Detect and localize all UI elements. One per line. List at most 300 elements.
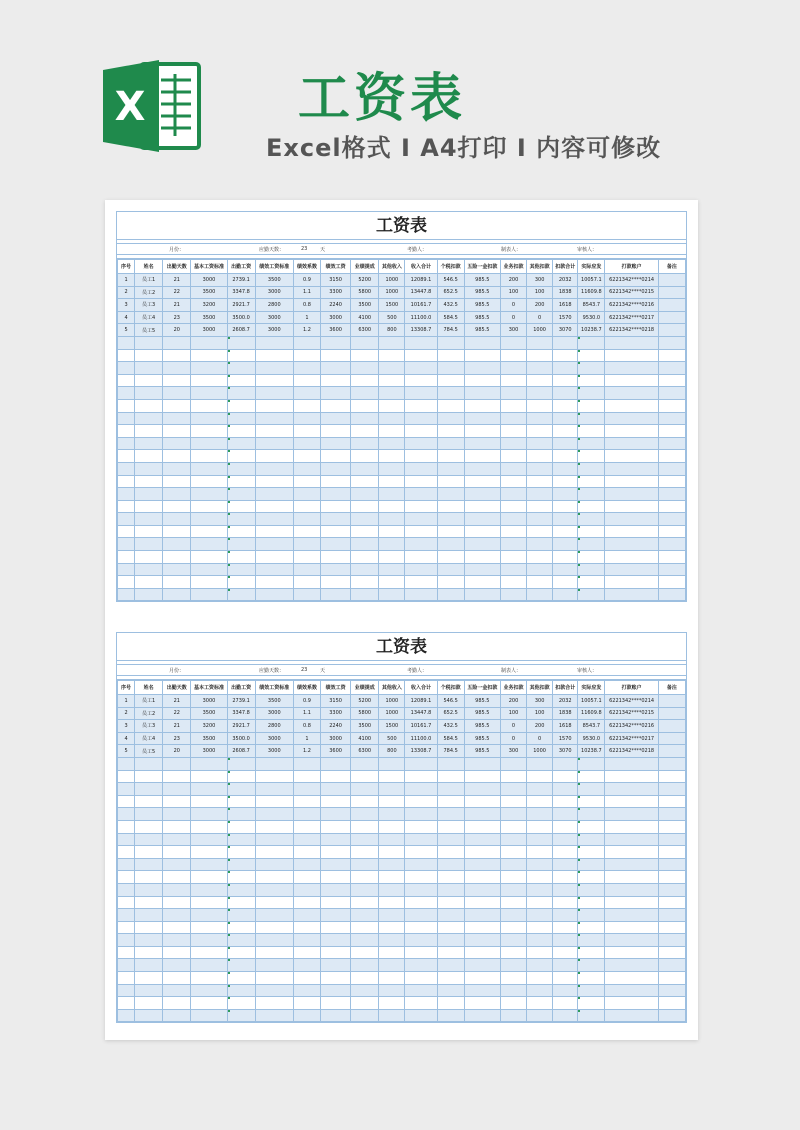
empty-cell[interactable] — [191, 475, 227, 488]
table-cell[interactable]: 3000 — [321, 311, 351, 324]
empty-cell[interactable] — [464, 883, 500, 896]
empty-cell[interactable] — [255, 820, 293, 833]
empty-cell[interactable] — [118, 513, 135, 526]
empty-cell[interactable] — [500, 795, 526, 808]
empty-cell[interactable] — [321, 412, 351, 425]
empty-cell[interactable] — [135, 450, 163, 463]
table-cell[interactable]: 200 — [500, 274, 526, 287]
empty-cell[interactable] — [118, 909, 135, 922]
empty-cell[interactable] — [527, 362, 553, 375]
empty-cell[interactable] — [605, 336, 658, 349]
empty-cell[interactable] — [118, 757, 135, 770]
empty-cell[interactable] — [437, 387, 464, 400]
table-cell[interactable]: 784.5 — [437, 324, 464, 337]
empty-cell[interactable] — [191, 997, 227, 1010]
empty-cell[interactable] — [500, 896, 526, 909]
empty-cell[interactable] — [464, 946, 500, 959]
empty-cell[interactable] — [578, 921, 605, 934]
empty-cell[interactable] — [118, 997, 135, 1010]
empty-cell[interactable] — [553, 808, 578, 821]
table-cell[interactable]: 985.5 — [464, 311, 500, 324]
table-cell[interactable]: 5800 — [351, 707, 379, 720]
table-cell[interactable] — [658, 695, 685, 708]
table-cell[interactable]: 3000 — [255, 745, 293, 758]
empty-cell[interactable] — [553, 795, 578, 808]
table-cell[interactable]: 5800 — [351, 286, 379, 299]
empty-cell[interactable] — [255, 833, 293, 846]
empty-cell[interactable] — [658, 425, 685, 438]
empty-cell[interactable] — [321, 500, 351, 513]
empty-cell[interactable] — [578, 770, 605, 783]
empty-cell[interactable] — [379, 997, 405, 1010]
empty-cell[interactable] — [578, 412, 605, 425]
empty-cell[interactable] — [321, 984, 351, 997]
table-cell[interactable]: 985.5 — [464, 274, 500, 287]
empty-cell[interactable] — [437, 1009, 464, 1022]
table-cell[interactable]: 1570 — [553, 732, 578, 745]
empty-cell[interactable] — [118, 475, 135, 488]
empty-cell[interactable] — [163, 538, 191, 551]
empty-cell[interactable] — [379, 336, 405, 349]
empty-cell[interactable] — [405, 846, 437, 859]
empty-cell[interactable] — [135, 513, 163, 526]
empty-cell[interactable] — [379, 412, 405, 425]
empty-cell[interactable] — [118, 362, 135, 375]
empty-cell[interactable] — [464, 846, 500, 859]
empty-cell[interactable] — [163, 412, 191, 425]
empty-cell[interactable] — [379, 450, 405, 463]
empty-cell[interactable] — [500, 808, 526, 821]
empty-cell[interactable] — [351, 551, 379, 564]
table-cell[interactable]: 2739.1 — [227, 695, 255, 708]
empty-cell[interactable] — [379, 488, 405, 501]
empty-cell[interactable] — [500, 437, 526, 450]
empty-cell[interactable] — [255, 808, 293, 821]
empty-cell[interactable] — [437, 946, 464, 959]
table-cell[interactable]: 8543.7 — [578, 720, 605, 733]
empty-cell[interactable] — [605, 871, 658, 884]
empty-cell[interactable] — [255, 959, 293, 972]
empty-cell[interactable] — [118, 959, 135, 972]
empty-cell[interactable] — [553, 846, 578, 859]
empty-cell[interactable] — [405, 500, 437, 513]
empty-cell[interactable] — [527, 475, 553, 488]
empty-cell[interactable] — [135, 437, 163, 450]
table-cell[interactable]: 21 — [163, 274, 191, 287]
empty-cell[interactable] — [553, 563, 578, 576]
empty-cell[interactable] — [163, 871, 191, 884]
empty-cell[interactable] — [500, 399, 526, 412]
empty-cell[interactable] — [379, 500, 405, 513]
empty-cell[interactable] — [553, 437, 578, 450]
empty-cell[interactable] — [135, 588, 163, 601]
empty-cell[interactable] — [379, 1009, 405, 1022]
empty-cell[interactable] — [227, 808, 255, 821]
empty-cell[interactable] — [658, 513, 685, 526]
empty-cell[interactable] — [351, 374, 379, 387]
empty-cell[interactable] — [135, 1009, 163, 1022]
empty-cell[interactable] — [464, 425, 500, 438]
empty-cell[interactable] — [464, 500, 500, 513]
empty-cell[interactable] — [437, 336, 464, 349]
empty-cell[interactable] — [351, 808, 379, 821]
empty-cell[interactable] — [379, 462, 405, 475]
empty-cell[interactable] — [293, 349, 320, 362]
empty-cell[interactable] — [135, 783, 163, 796]
empty-cell[interactable] — [553, 374, 578, 387]
empty-cell[interactable] — [405, 997, 437, 1010]
empty-cell[interactable] — [351, 488, 379, 501]
empty-cell[interactable] — [163, 488, 191, 501]
empty-cell[interactable] — [135, 959, 163, 972]
empty-cell[interactable] — [578, 783, 605, 796]
empty-cell[interactable] — [464, 538, 500, 551]
table-cell[interactable]: 22 — [163, 286, 191, 299]
table-cell[interactable]: 1.1 — [293, 707, 320, 720]
empty-cell[interactable] — [293, 783, 320, 796]
empty-cell[interactable] — [500, 959, 526, 972]
table-cell[interactable]: 6221342****0216 — [605, 720, 658, 733]
empty-cell[interactable] — [118, 525, 135, 538]
empty-cell[interactable] — [605, 984, 658, 997]
empty-cell[interactable] — [464, 1009, 500, 1022]
empty-cell[interactable] — [464, 896, 500, 909]
table-cell[interactable]: 11609.8 — [578, 286, 605, 299]
empty-cell[interactable] — [135, 425, 163, 438]
empty-cell[interactable] — [500, 984, 526, 997]
empty-cell[interactable] — [118, 833, 135, 846]
empty-cell[interactable] — [578, 934, 605, 947]
empty-cell[interactable] — [321, 450, 351, 463]
table-cell[interactable]: 3200 — [191, 720, 227, 733]
empty-cell[interactable] — [605, 387, 658, 400]
empty-cell[interactable] — [255, 475, 293, 488]
empty-cell[interactable] — [605, 551, 658, 564]
empty-cell[interactable] — [464, 820, 500, 833]
table-cell[interactable]: 11100.0 — [405, 311, 437, 324]
empty-cell[interactable] — [351, 462, 379, 475]
empty-cell[interactable] — [500, 846, 526, 859]
empty-cell[interactable] — [553, 538, 578, 551]
table-cell[interactable]: 10161.7 — [405, 299, 437, 312]
empty-cell[interactable] — [351, 833, 379, 846]
empty-cell[interactable] — [405, 858, 437, 871]
empty-cell[interactable] — [321, 896, 351, 909]
empty-cell[interactable] — [553, 921, 578, 934]
empty-cell[interactable] — [405, 576, 437, 589]
table-cell[interactable] — [658, 286, 685, 299]
table-cell[interactable]: 0 — [527, 732, 553, 745]
empty-cell[interactable] — [293, 475, 320, 488]
empty-cell[interactable] — [527, 783, 553, 796]
empty-cell[interactable] — [118, 588, 135, 601]
empty-cell[interactable] — [464, 525, 500, 538]
empty-cell[interactable] — [351, 946, 379, 959]
empty-cell[interactable] — [500, 538, 526, 551]
empty-cell[interactable] — [500, 336, 526, 349]
empty-cell[interactable] — [578, 820, 605, 833]
empty-cell[interactable] — [293, 858, 320, 871]
empty-cell[interactable] — [293, 387, 320, 400]
table-cell[interactable]: 5 — [118, 745, 135, 758]
table-cell[interactable]: 1.1 — [293, 286, 320, 299]
empty-cell[interactable] — [163, 525, 191, 538]
empty-cell[interactable] — [500, 921, 526, 934]
empty-cell[interactable] — [553, 997, 578, 1010]
empty-cell[interactable] — [351, 437, 379, 450]
empty-cell[interactable] — [464, 921, 500, 934]
empty-cell[interactable] — [118, 538, 135, 551]
empty-cell[interactable] — [255, 362, 293, 375]
empty-cell[interactable] — [405, 946, 437, 959]
empty-cell[interactable] — [255, 488, 293, 501]
empty-cell[interactable] — [135, 846, 163, 859]
table-cell[interactable]: 11609.8 — [578, 707, 605, 720]
empty-cell[interactable] — [255, 783, 293, 796]
table-cell[interactable]: 3600 — [321, 745, 351, 758]
table-cell[interactable]: 2608.7 — [227, 745, 255, 758]
empty-cell[interactable] — [163, 997, 191, 1010]
empty-cell[interactable] — [227, 871, 255, 884]
table-cell[interactable]: 10238.7 — [578, 324, 605, 337]
empty-cell[interactable] — [293, 795, 320, 808]
empty-cell[interactable] — [658, 858, 685, 871]
empty-cell[interactable] — [553, 336, 578, 349]
table-cell[interactable]: 3 — [118, 299, 135, 312]
empty-cell[interactable] — [405, 488, 437, 501]
empty-cell[interactable] — [118, 783, 135, 796]
empty-cell[interactable] — [118, 934, 135, 947]
empty-cell[interactable] — [437, 488, 464, 501]
table-cell[interactable]: 0.8 — [293, 720, 320, 733]
empty-cell[interactable] — [658, 997, 685, 1010]
empty-cell[interactable] — [321, 538, 351, 551]
empty-cell[interactable] — [437, 833, 464, 846]
empty-cell[interactable] — [135, 387, 163, 400]
empty-cell[interactable] — [578, 462, 605, 475]
empty-cell[interactable] — [227, 795, 255, 808]
empty-cell[interactable] — [553, 462, 578, 475]
table-cell[interactable]: 784.5 — [437, 745, 464, 758]
table-cell[interactable]: 985.5 — [464, 286, 500, 299]
empty-cell[interactable] — [605, 972, 658, 985]
empty-cell[interactable] — [578, 972, 605, 985]
empty-cell[interactable] — [191, 500, 227, 513]
empty-cell[interactable] — [379, 425, 405, 438]
empty-cell[interactable] — [255, 984, 293, 997]
table-cell[interactable]: 员工1 — [135, 274, 163, 287]
empty-cell[interactable] — [527, 959, 553, 972]
empty-cell[interactable] — [605, 362, 658, 375]
empty-cell[interactable] — [321, 934, 351, 947]
empty-cell[interactable] — [578, 551, 605, 564]
empty-cell[interactable] — [163, 588, 191, 601]
empty-cell[interactable] — [500, 551, 526, 564]
table-cell[interactable]: 1000 — [379, 274, 405, 287]
empty-cell[interactable] — [437, 399, 464, 412]
empty-cell[interactable] — [437, 871, 464, 884]
empty-cell[interactable] — [464, 770, 500, 783]
empty-cell[interactable] — [227, 362, 255, 375]
empty-cell[interactable] — [500, 588, 526, 601]
empty-cell[interactable] — [464, 387, 500, 400]
empty-cell[interactable] — [405, 336, 437, 349]
empty-cell[interactable] — [321, 551, 351, 564]
empty-cell[interactable] — [293, 437, 320, 450]
empty-cell[interactable] — [527, 349, 553, 362]
table-cell[interactable]: 4 — [118, 311, 135, 324]
empty-cell[interactable] — [135, 488, 163, 501]
empty-cell[interactable] — [293, 846, 320, 859]
table-cell[interactable]: 21 — [163, 695, 191, 708]
empty-cell[interactable] — [163, 1009, 191, 1022]
empty-cell[interactable] — [191, 525, 227, 538]
empty-cell[interactable] — [605, 833, 658, 846]
empty-cell[interactable] — [527, 883, 553, 896]
empty-cell[interactable] — [464, 984, 500, 997]
empty-cell[interactable] — [118, 858, 135, 871]
empty-cell[interactable] — [321, 909, 351, 922]
empty-cell[interactable] — [605, 349, 658, 362]
empty-cell[interactable] — [379, 946, 405, 959]
empty-cell[interactable] — [191, 412, 227, 425]
empty-cell[interactable] — [227, 425, 255, 438]
empty-cell[interactable] — [163, 425, 191, 438]
empty-cell[interactable] — [500, 387, 526, 400]
empty-cell[interactable] — [293, 500, 320, 513]
empty-cell[interactable] — [293, 425, 320, 438]
table-cell[interactable]: 0.9 — [293, 695, 320, 708]
table-cell[interactable]: 1000 — [527, 324, 553, 337]
empty-cell[interactable] — [578, 513, 605, 526]
empty-cell[interactable] — [578, 846, 605, 859]
empty-cell[interactable] — [163, 846, 191, 859]
empty-cell[interactable] — [255, 883, 293, 896]
empty-cell[interactable] — [135, 984, 163, 997]
table-cell[interactable]: 3500 — [351, 720, 379, 733]
empty-cell[interactable] — [191, 513, 227, 526]
empty-cell[interactable] — [227, 374, 255, 387]
empty-cell[interactable] — [464, 551, 500, 564]
empty-cell[interactable] — [578, 896, 605, 909]
empty-cell[interactable] — [379, 858, 405, 871]
empty-cell[interactable] — [464, 349, 500, 362]
empty-cell[interactable] — [379, 808, 405, 821]
empty-cell[interactable] — [135, 563, 163, 576]
empty-cell[interactable] — [527, 1009, 553, 1022]
empty-cell[interactable] — [578, 858, 605, 871]
empty-cell[interactable] — [227, 997, 255, 1010]
empty-cell[interactable] — [379, 833, 405, 846]
empty-cell[interactable] — [605, 959, 658, 972]
empty-cell[interactable] — [379, 349, 405, 362]
empty-cell[interactable] — [379, 783, 405, 796]
table-cell[interactable]: 13308.7 — [405, 324, 437, 337]
empty-cell[interactable] — [464, 909, 500, 922]
empty-cell[interactable] — [351, 513, 379, 526]
empty-cell[interactable] — [658, 576, 685, 589]
empty-cell[interactable] — [605, 437, 658, 450]
empty-cell[interactable] — [163, 972, 191, 985]
empty-cell[interactable] — [578, 349, 605, 362]
empty-cell[interactable] — [553, 833, 578, 846]
empty-cell[interactable] — [553, 399, 578, 412]
empty-cell[interactable] — [163, 576, 191, 589]
empty-cell[interactable] — [605, 934, 658, 947]
empty-cell[interactable] — [437, 959, 464, 972]
empty-cell[interactable] — [658, 588, 685, 601]
empty-cell[interactable] — [255, 437, 293, 450]
empty-cell[interactable] — [658, 909, 685, 922]
empty-cell[interactable] — [379, 921, 405, 934]
empty-cell[interactable] — [118, 336, 135, 349]
empty-cell[interactable] — [351, 896, 379, 909]
empty-cell[interactable] — [351, 538, 379, 551]
empty-cell[interactable] — [578, 833, 605, 846]
empty-cell[interactable] — [163, 858, 191, 871]
empty-cell[interactable] — [527, 437, 553, 450]
empty-cell[interactable] — [163, 475, 191, 488]
empty-cell[interactable] — [605, 399, 658, 412]
empty-cell[interactable] — [605, 374, 658, 387]
empty-cell[interactable] — [500, 349, 526, 362]
empty-cell[interactable] — [321, 795, 351, 808]
empty-cell[interactable] — [379, 475, 405, 488]
empty-cell[interactable] — [658, 450, 685, 463]
empty-cell[interactable] — [437, 757, 464, 770]
table-cell[interactable]: 3347.8 — [227, 286, 255, 299]
empty-cell[interactable] — [135, 399, 163, 412]
empty-cell[interactable] — [578, 883, 605, 896]
empty-cell[interactable] — [321, 946, 351, 959]
empty-cell[interactable] — [293, 412, 320, 425]
empty-cell[interactable] — [437, 374, 464, 387]
empty-cell[interactable] — [658, 399, 685, 412]
empty-cell[interactable] — [379, 513, 405, 526]
empty-cell[interactable] — [191, 488, 227, 501]
empty-cell[interactable] — [118, 462, 135, 475]
table-cell[interactable] — [658, 707, 685, 720]
empty-cell[interactable] — [351, 588, 379, 601]
empty-cell[interactable] — [437, 795, 464, 808]
empty-cell[interactable] — [437, 437, 464, 450]
empty-cell[interactable] — [379, 871, 405, 884]
empty-cell[interactable] — [605, 576, 658, 589]
empty-cell[interactable] — [191, 450, 227, 463]
empty-cell[interactable] — [379, 362, 405, 375]
empty-cell[interactable] — [321, 858, 351, 871]
empty-cell[interactable] — [553, 588, 578, 601]
empty-cell[interactable] — [437, 563, 464, 576]
empty-cell[interactable] — [255, 412, 293, 425]
empty-cell[interactable] — [464, 757, 500, 770]
empty-cell[interactable] — [351, 500, 379, 513]
empty-cell[interactable] — [500, 362, 526, 375]
empty-cell[interactable] — [227, 412, 255, 425]
empty-cell[interactable] — [191, 934, 227, 947]
empty-cell[interactable] — [553, 500, 578, 513]
table-cell[interactable]: 6221342****0214 — [605, 274, 658, 287]
empty-cell[interactable] — [227, 883, 255, 896]
empty-cell[interactable] — [578, 588, 605, 601]
table-cell[interactable]: 3500 — [191, 286, 227, 299]
table-cell[interactable]: 2240 — [321, 299, 351, 312]
empty-cell[interactable] — [118, 437, 135, 450]
empty-cell[interactable] — [227, 820, 255, 833]
table-cell[interactable]: 100 — [527, 286, 553, 299]
table-cell[interactable]: 员工2 — [135, 707, 163, 720]
empty-cell[interactable] — [464, 374, 500, 387]
